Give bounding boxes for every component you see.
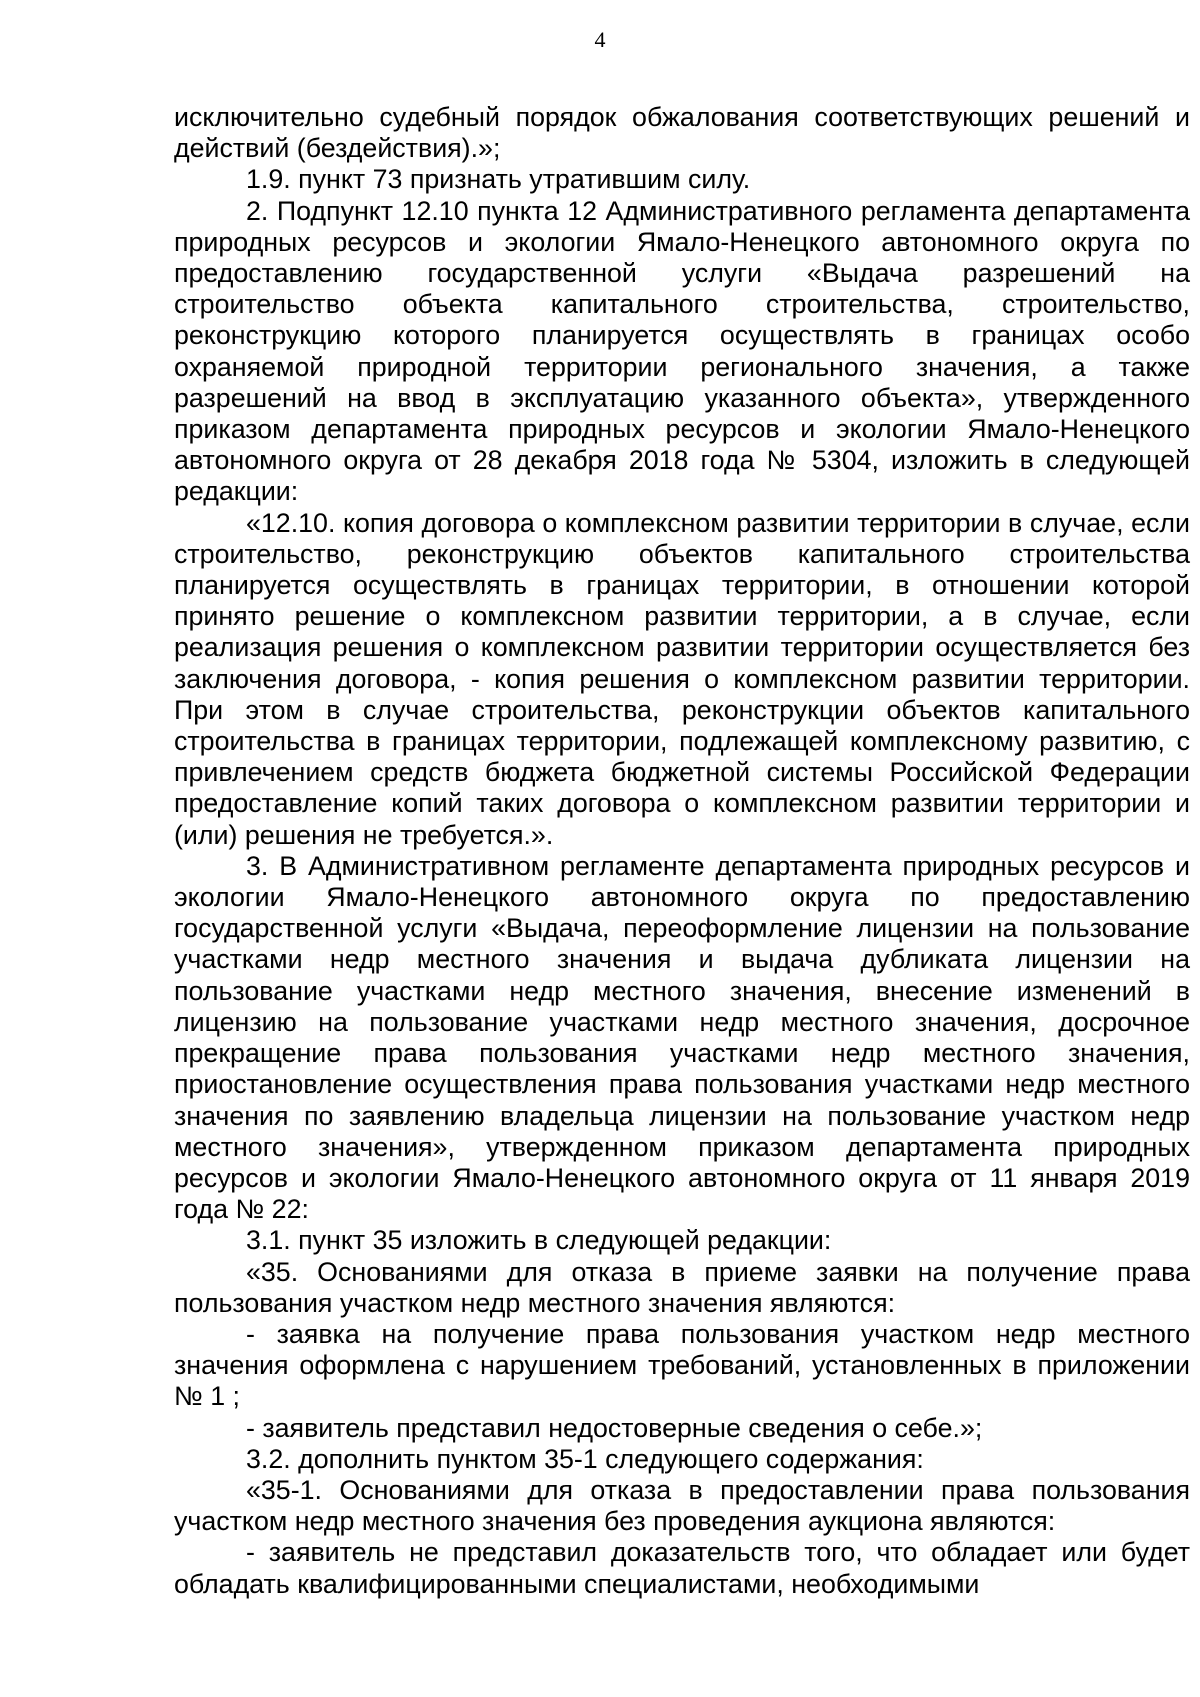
paragraph-item-3-2: 3.2. дополнить пунктом 35-1 следующего содержания: xyxy=(246,1443,924,1474)
paragraph-bullet-application: - заявка на получение права пользования участком недр местного значения оформлена с нарушением требований, установленных в приложении № 1 ; xyxy=(174,1318,1190,1412)
paragraph-item-1-9: 1.9. пункт 73 признать утратившим силу. xyxy=(246,164,751,195)
page-number: 4 xyxy=(594,27,606,52)
paragraph-item-2: 2. Подпункт 12.10 пункта 12 Административного регламента департамента природных ресурсов и экологии Ямало-Ненецкого автономного округа по предоставлению государственной услуги «Выдача разрешений на строительство объекта капитального строительства, строительство, реконструкцию которого планируется осуществлять в границах особо охраняемой природной территории регионального значения, а также разрешений на ввод в эксплуатацию указанного объекта», утвержденного приказом департамента природных ресурсов и экологии Ямало-Ненецкого автономного округа от 28 декабря 2018 года № 5304, изложить в следующей редакции: xyxy=(174,195,1190,507)
paragraph-quote-35-1: «35-1. Основаниями для отказа в предоставлении права пользования участком недр местного значения без проведения аукциона являются: xyxy=(174,1474,1190,1537)
paragraph-quote-12-10: «12.10. копия договора о комплексном развитии территории в случае, если строительство, реконструкцию объектов капитального строительства планируется осуществлять в границах территории, в отношении которой принято решение о комплексном развитии территории, а в случае, если реализация решения о комплексном развитии территории осуществляется без заключения договора, - копия решения о комплексном развитии территории. При этом в случае строительства, реконструкции объектов капитального строительства в границах территории, подлежащей комплексному развитию, с привлечением средств бюджета бюджетной системы Российской Федерации предоставление копий таких договора о комплексном развитии территории и (или) решения не требуется.». xyxy=(174,507,1190,850)
paragraph-bullet-specialists: - заявитель не представил доказательств того, что обладает или будет обладать квалифицированными специалистами, необходимыми xyxy=(174,1537,1190,1599)
paragraph-continuation: исключительно судебный порядок обжалования соответствующих решений и действий (бездействия).»; xyxy=(174,102,1190,164)
paragraph-item-3: 3. В Административном регламенте департамента природных ресурсов и экологии Ямало-Ненецкого автономного округа по предоставлению государственной услуги «Выдача, переоформление лицензии на пользование участками недр местного значения и выдача дубликата лицензии на пользование участками недр местного значения, внесение изменений в лицензию на пользование участками недр местного значения, досрочное прекращение права пользования участками недр местного значения, приостановление осуществления права пользования участками недр местного значения по заявлению владельца лицензии на пользование участком недр местного значения», утвержденном приказом департамента природных ресурсов и экологии Ямало-Ненецкого автономного округа от 11 января 2019 года № 22: xyxy=(174,850,1190,1225)
document-body xyxy=(174,102,1190,1600)
paragraph-bullet-false-info: - заявитель представил недостоверные сведения о себе.»; xyxy=(246,1412,983,1443)
paragraph-quote-35: «35. Основаниями для отказа в приеме заявки на получение права пользования участком недр местного значения являются: xyxy=(174,1256,1190,1318)
paragraph-item-3-1: 3.1. пункт 35 изложить в следующей редакции: xyxy=(246,1225,832,1256)
